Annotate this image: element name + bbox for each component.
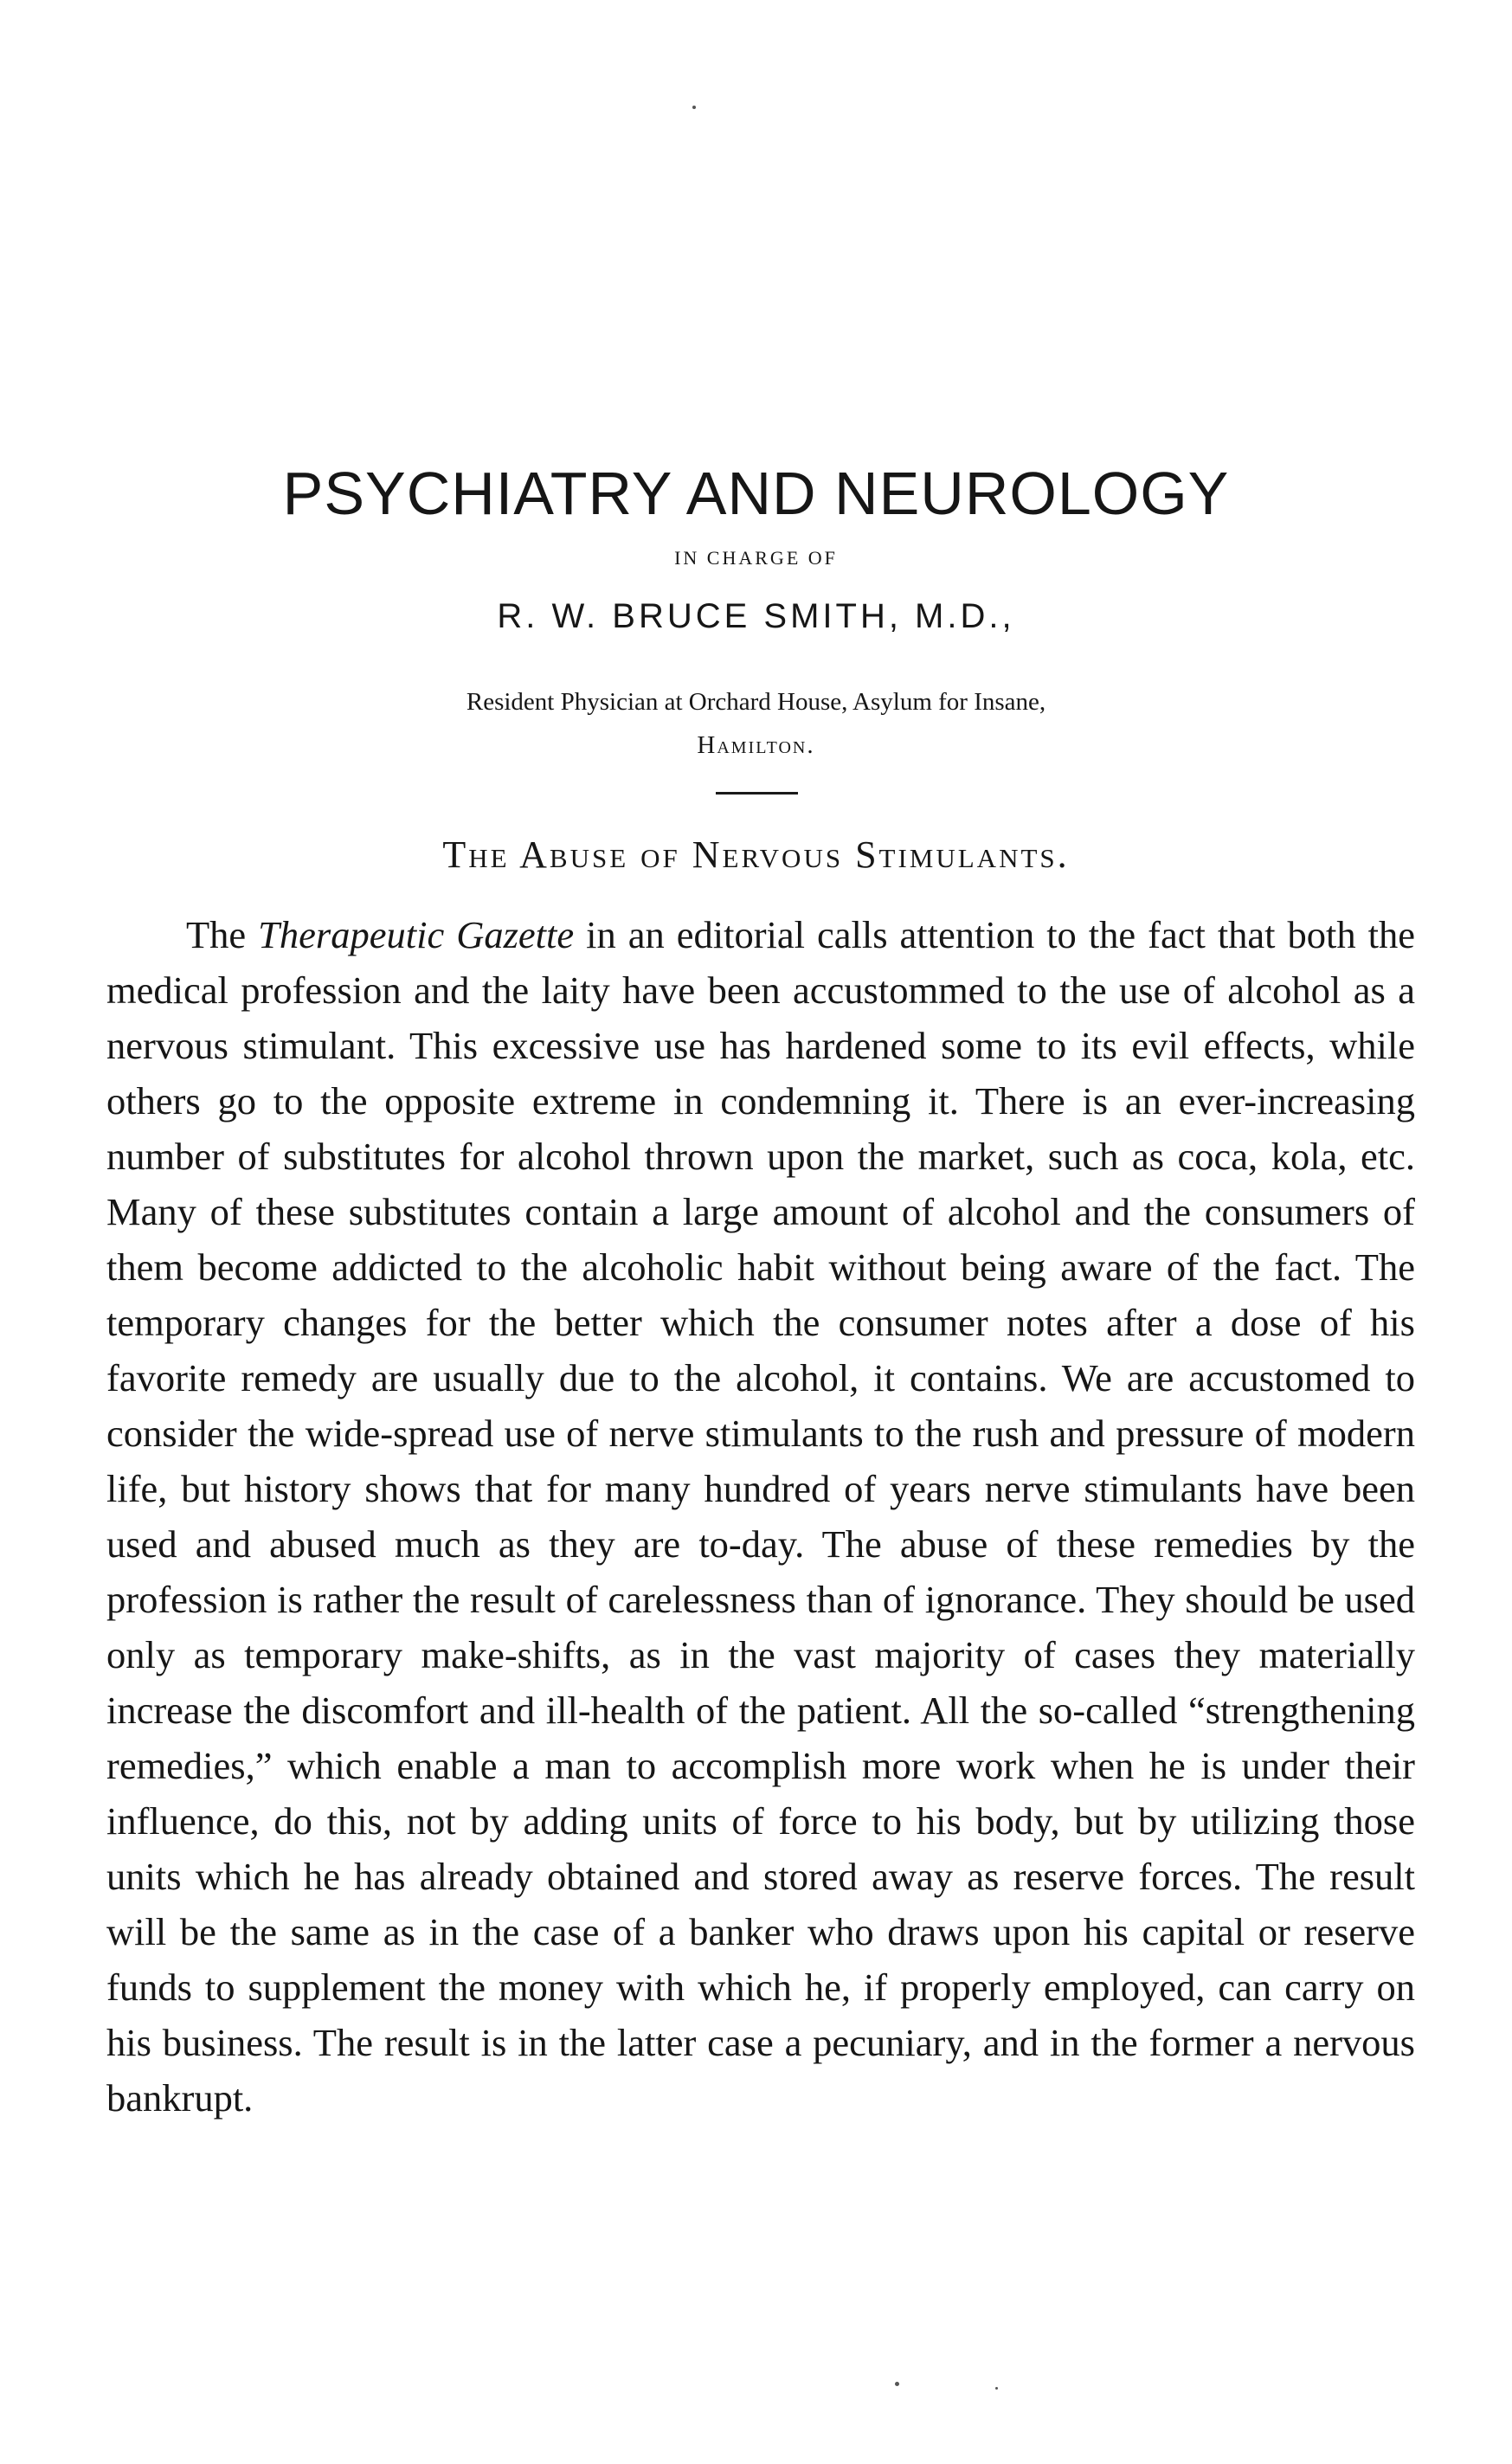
editor-affiliation: Resident Physician at Orchard House, Asylum for Insane, (466, 688, 1046, 716)
article-text: in an editorial calls attention to the fact that both the medical profession and the laity have been accustommed to the use of alcohol as a nervous stimulant. This excessive use has hardened some to its evil effects, while others go to the opposite extreme in condemning it. There is an ever-increasing number of substitutes for alcohol thrown upon the market, such as coca, kola, etc. Many of these substitutes contain a large amount of alcohol and the consumers of them become addicted to the alcoholic habit without being aware of the fact. The temporary changes for the better which the consumer notes after a dose of his favorite remedy are usually due to the alcohol, it contains. We are accustomed to consider the wide-spread use of nerve stimulants to the rush and pressure of modern life, but history shows that for many hundred of years nerve stimulants have been used and abused much as they are to-day. The abuse of these remedies by the profession is rather the result of carelessness than of ignorance. They should be used only as temporary make-shifts, as in the vast majority of cases they materially increase the discomfort and ill-health of the patient. All the so-called “strengthening remedies,” which enable a man to accomplish more work when he is under their influence, do this, not by adding units of force to his body, but by utilizing those units which he has already obtained and stored away as reserve forces. The result will be the same as in the case of a banker who draws upon his capital or reserve funds to supplement the money with which he, if properly employed, can carry on his business. The result is in the latter case a pecuniary, and in the former a nervous bankrupt. (106, 913, 1415, 2120)
editor-city: Hamilton. (697, 731, 815, 759)
section-title: PSYCHIATRY AND NEUROLOGY (282, 460, 1230, 527)
article-opening: The (186, 913, 259, 956)
print-speck (995, 2387, 998, 2390)
article-body (106, 907, 1415, 2126)
article-title: The Abuse of Nervous Stimulants. (442, 833, 1070, 876)
print-speck (895, 2382, 899, 2386)
print-speck (692, 106, 696, 109)
journal-name: Therapeutic Gazette (258, 913, 575, 956)
editor-name: R. W. BRUCE SMITH, M.D., (497, 597, 1015, 635)
in-charge-label: IN CHARGE OF (674, 547, 838, 569)
divider-rule (716, 792, 798, 795)
